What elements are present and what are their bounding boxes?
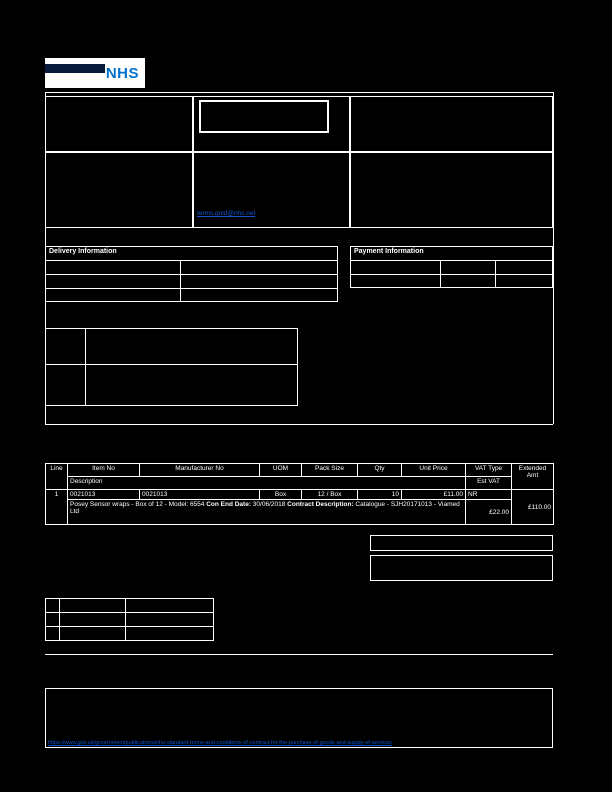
header-cell-organisation: [350, 96, 553, 152]
nhs-logo: [45, 58, 145, 88]
description-part-1: Posey Sensor wraps - Box of 12 - Model: 6554: [70, 501, 207, 508]
payment-row-divider: [350, 274, 553, 275]
table-row: [46, 490, 554, 500]
description-label-con-end-date: Con End Date:: [206, 501, 251, 508]
header-cell-contact: [350, 152, 553, 228]
sheet-left-edge: [45, 92, 46, 424]
notes-column-divider: [85, 328, 86, 406]
mini-cell-3-1: [46, 627, 60, 641]
th-pack-size: Pack Size: [302, 464, 358, 477]
totals-box-2: [370, 555, 553, 581]
totals-box-1: [370, 535, 553, 551]
cell-manufacturer-no: 0021013: [140, 490, 260, 500]
mid-rule: [45, 424, 553, 425]
purchase-order-sheet: [40, 52, 558, 752]
th-description: Description: [68, 477, 466, 490]
notes-block: [45, 328, 298, 406]
nhs-logo-text: NHS: [105, 64, 139, 82]
payment-column-divider-2: [495, 260, 496, 288]
organisation-name-bar: [45, 64, 105, 73]
cell-est-vat: £22.00: [466, 500, 512, 525]
description-part-3: Catalogue - SJH20171013 - Viamed Ltd: [70, 501, 460, 515]
header-cell-supplier: [45, 96, 193, 152]
contact-email-link[interactable]: terms.gold@nhs.net: [197, 210, 256, 217]
delivery-row-divider-2: [45, 288, 338, 289]
description-label-contract-description: Contract Description:: [287, 501, 354, 508]
th-vat-type: VAT Type: [466, 464, 512, 477]
sheet-right-edge: [553, 92, 554, 424]
th-unit-price: Unit Price: [402, 464, 466, 477]
th-extended-amt: Extended Amt: [512, 464, 554, 490]
mini-cell-2-1: [46, 613, 60, 627]
th-line: Line: [46, 464, 68, 490]
cell-uom: Box: [260, 490, 302, 500]
mini-cell-3-2: [60, 627, 126, 641]
cell-item-no: 0021013: [68, 490, 140, 500]
header-cell-supplier-address: [45, 152, 193, 228]
delivery-information-title: Delivery Information: [49, 248, 117, 255]
mini-row-1: [46, 599, 214, 613]
cell-qty: 10: [358, 490, 402, 500]
table-description-row: [46, 500, 554, 525]
th-item-no: Item No: [68, 464, 140, 477]
th-est-vat: Est VAT: [466, 477, 512, 490]
cell-description: [68, 500, 466, 525]
mini-cell-3-3: [126, 627, 214, 641]
th-uom: UOM: [260, 464, 302, 477]
th-manufacturer-no: Manufacturer No: [140, 464, 260, 477]
footer-rule: [45, 654, 553, 655]
th-qty: Qty: [358, 464, 402, 477]
cell-pack-size: 12 / Box: [302, 490, 358, 500]
terms-footer-box: [45, 688, 553, 748]
summary-mini-table: [45, 598, 214, 641]
mini-row-3: [46, 627, 214, 641]
terms-and-conditions-link[interactable]: https://www.gov.uk/government/publications/nhs-standard-terms-and-conditions-of-contract-for-the-purchase-of-goods-and-supply-of-services: [48, 740, 392, 746]
header-rule: [45, 92, 553, 93]
cell-extended-amt: £110.00: [512, 490, 554, 525]
table-subheader-row: [46, 477, 554, 490]
cell-unit-price: £11.00: [402, 490, 466, 500]
line-items-table: [45, 463, 554, 525]
mini-cell-2-3: [126, 613, 214, 627]
description-part-2: 30/06/2018: [251, 501, 288, 508]
payment-column-divider-1: [440, 260, 441, 288]
mini-cell-1-2: [60, 599, 126, 613]
payment-information-title: Payment Information: [354, 248, 424, 255]
order-number-box: [199, 100, 329, 133]
mini-cell-1-1: [46, 599, 60, 613]
table-header-row: [46, 464, 554, 477]
delivery-column-divider: [180, 260, 181, 302]
mini-cell-1-3: [126, 599, 214, 613]
notes-row-divider: [45, 364, 298, 365]
cell-vat-type: NR: [466, 490, 512, 500]
mini-cell-2-2: [60, 613, 126, 627]
mini-row-2: [46, 613, 214, 627]
payment-box-divider: [350, 260, 553, 261]
cell-line: 1: [46, 490, 68, 525]
delivery-box-divider: [45, 260, 338, 261]
delivery-row-divider-1: [45, 274, 338, 275]
